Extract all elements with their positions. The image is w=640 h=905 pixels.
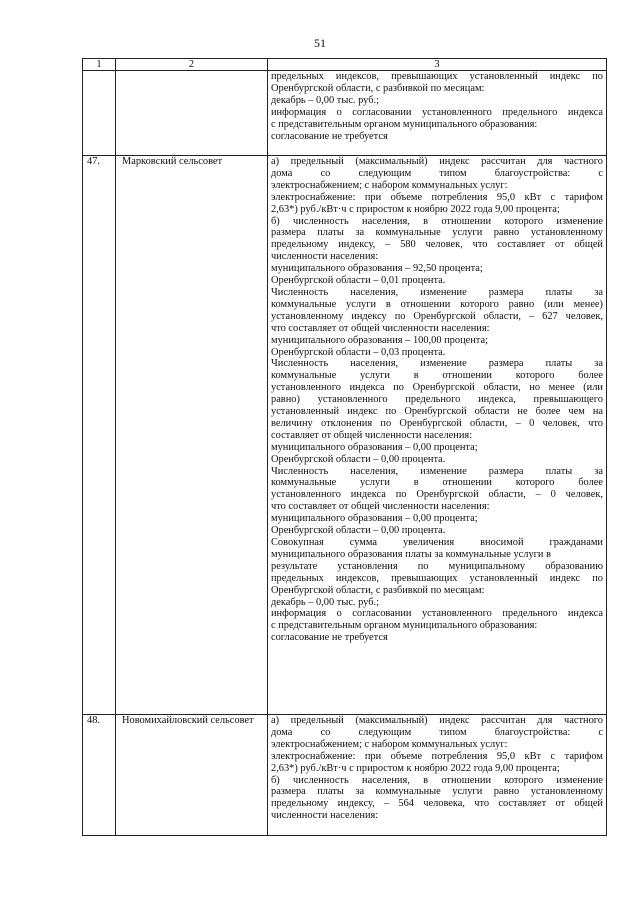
description-line: Численность населения, изменение размера платы за [271, 465, 603, 477]
row-number [83, 71, 116, 156]
description-line: б) численность населения, в отношении которого изменение [271, 774, 603, 786]
description-line: б) численность населения, в отношении которого изменение [271, 215, 603, 227]
description-line: численности населения: [271, 251, 379, 263]
description-line: предельных индексов, превышающих установленный индекс по [271, 572, 603, 584]
description-line: муниципального образования – 0,00 процента; [271, 441, 478, 453]
municipality-name: Марковский сельсовет [116, 156, 268, 715]
description-line: согласование не требуется [271, 130, 388, 142]
municipality-name [116, 71, 268, 156]
description-line: предельных индексов, превышающих установленный индекс по [271, 71, 603, 82]
description-line: дома со следующим типом благоустройства: с [271, 167, 603, 179]
description-line: Численность населения, изменение размера платы за [271, 286, 603, 298]
description-line: коммунальные услуги в отношении которого более [271, 370, 603, 382]
description-line: коммунальные услуги в отношении которого более [271, 477, 603, 489]
description-line: коммунальные услуги в отношении которого равно (или менее) [271, 298, 603, 310]
description-line: Совокупная сумма увеличения вносимой гражданами [271, 537, 603, 548]
description-line: установленного индекса по Оренбургской области, но менее (или [271, 382, 603, 394]
page-number: 51 [314, 36, 326, 50]
description-line: декабрь – 0,00 тыс. руб.; [271, 94, 380, 106]
description-line: размера платы за коммунальные услуги равно установленному [271, 786, 603, 798]
description-line: составляет от общей численности населения: [271, 429, 473, 441]
row-number: 48. [83, 715, 116, 836]
column-header-3: 3 [268, 59, 607, 71]
description-line: а) предельный (максимальный) индекс рассчитан для частного [271, 156, 603, 167]
description-line: Оренбургской области, с разбивкой по месяцам: [271, 82, 485, 94]
column-header-1: 1 [83, 59, 116, 71]
table-row [83, 71, 607, 156]
description-line: установленному индексу по Оренбургской области, – 627 человек, [271, 310, 603, 322]
description-line: величину отклонения по Оренбургской области, – 0 человек, что [271, 417, 603, 429]
description-line: Оренбургской области – 0,00 процента. [271, 525, 446, 537]
description-line: 2,63*) руб./кВт·ч с приростом к ноябрю 2022 года 9,00 процента; [271, 203, 560, 215]
column-header-2: 2 [116, 59, 268, 71]
description-line: муниципального образования – 92,50 процента; [271, 263, 483, 275]
description-line: предельному индексу, – 580 человек, что составляет от общей [271, 239, 603, 251]
description-line: электроснабжением; с набором коммунальных услуг: [271, 738, 508, 750]
description-line: 2,63*) руб./кВт·ч с приростом к ноябрю 2022 года 9,00 процента; [271, 762, 560, 774]
description-line: муниципального образования – 100,00 процента; [271, 334, 488, 346]
row-description [268, 71, 607, 156]
description-line: электроснабжение: при объеме потребления 95,0 кВт с тарифом [271, 191, 603, 203]
description-line: предельному индексу, – 564 человека, что составляет от общей [271, 798, 603, 810]
description-line: информация о согласовании установленного предельного индекса [271, 106, 603, 118]
description-line: установленного индекса по Оренбургской области, – 0 человек, [271, 489, 603, 501]
table-row [83, 715, 607, 836]
table-header-row [83, 59, 607, 71]
description-line: Оренбургской области – 0,03 процента. [271, 346, 446, 358]
description-line: установленный индекс по Оренбургской области не более чем на [271, 406, 603, 418]
description-line: что составляет от общей численности населения: [271, 322, 490, 334]
description-line: информация о согласовании установленного предельного индекса [271, 608, 603, 620]
description-line: равно) установленного предельного индекса, превышающего [271, 394, 603, 406]
description-line: Оренбургской области, с разбивкой по месяцам: [271, 584, 485, 596]
description-line: электроснабжением; с набором коммунальных услуг: [271, 179, 508, 191]
row-number: 47. [83, 156, 116, 715]
description-line: результате установления по муниципальному образованию [271, 560, 603, 572]
description-line: согласование не требуется [271, 632, 388, 644]
description-line: муниципального образования платы за коммунальные услуги в [271, 548, 551, 560]
row-description [268, 715, 607, 836]
description-line: Оренбургской области – 0,00 процента. [271, 453, 446, 465]
description-line: с представительным органом муниципального образования: [271, 118, 538, 130]
regional-index-table [82, 58, 607, 836]
description-line: Оренбургской области – 0,01 процента. [271, 275, 446, 287]
description-line: декабрь – 0,00 тыс. руб.; [271, 596, 380, 608]
municipality-name: Новомихайловский сельсовет [116, 715, 268, 836]
description-line: с представительным органом муниципального образования: [271, 620, 538, 632]
description-line: численности населения: [271, 810, 379, 822]
description-line: Численность населения, изменение размера платы за [271, 358, 603, 370]
description-line: размера платы за коммунальные услуги равно установленному [271, 227, 603, 239]
description-line: что составляет от общей численности населения: [271, 501, 490, 513]
description-line: муниципального образования – 0,00 процента; [271, 513, 478, 525]
row-description [268, 156, 607, 715]
table-row [83, 156, 607, 715]
description-line: дома со следующим типом благоустройства: с [271, 726, 603, 738]
description-line: электроснабжение: при объеме потребления 95,0 кВт с тарифом [271, 750, 603, 762]
description-line: а) предельный (максимальный) индекс рассчитан для частного [271, 715, 603, 726]
